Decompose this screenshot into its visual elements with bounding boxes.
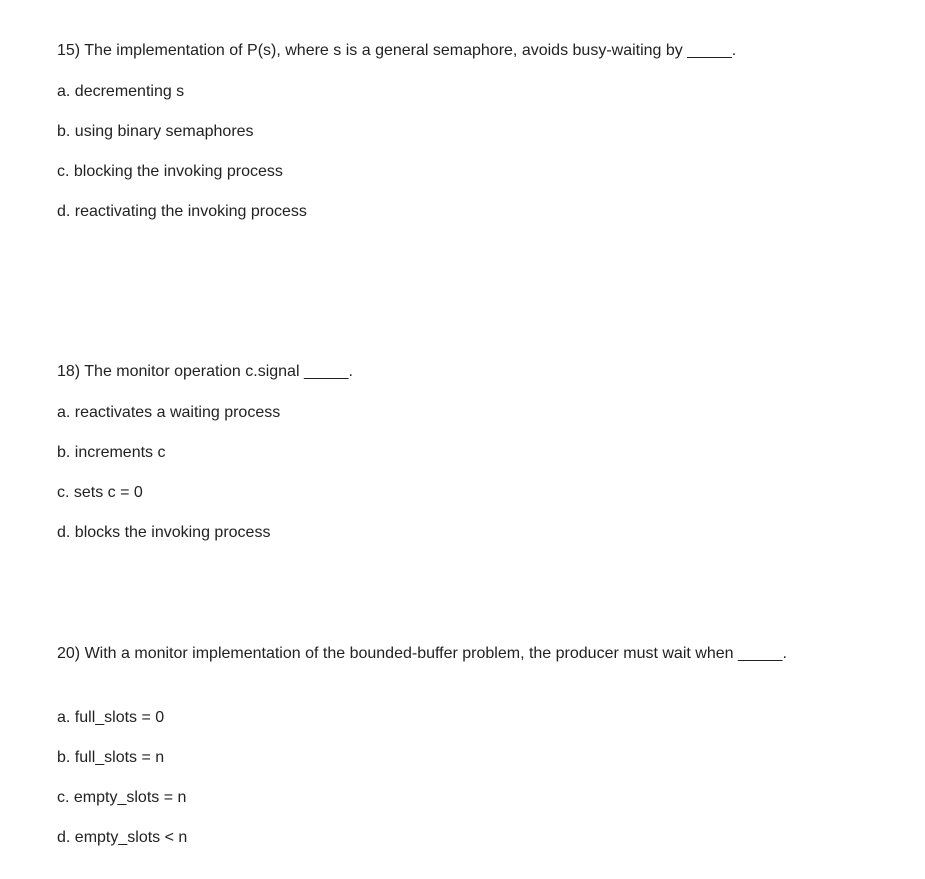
question-15-option-a: a. decrementing s — [57, 83, 185, 100]
question-18-prompt: 18) The monitor operation c.signal _____. — [57, 363, 353, 380]
question-18-option-c: c. sets c = 0 — [57, 484, 143, 501]
question-18-option-b: b. increments c — [57, 444, 166, 461]
question-15-option-d: d. reactivating the invoking process — [57, 203, 307, 220]
question-20-option-b: b. full_slots = n — [57, 749, 165, 766]
question-15-option-b: b. using binary semaphores — [57, 123, 254, 140]
question-18-option-d: d. blocks the invoking process — [57, 524, 271, 541]
question-20-prompt: 20) With a monitor implementation of the bounded-buffer problem, the producer must wait when _____. — [57, 645, 787, 662]
question-20-option-c: c. empty_slots = n — [57, 789, 187, 806]
question-20-option-d: d. empty_slots < n — [57, 829, 188, 846]
question-15-option-c: c. blocking the invoking process — [57, 163, 283, 180]
question-20-option-a: a. full_slots = 0 — [57, 709, 165, 726]
question-18-option-a: a. reactivates a waiting process — [57, 404, 281, 421]
question-15-prompt: 15) The implementation of P(s), where s is a general semaphore, avoids busy-waiting by _____. — [57, 42, 737, 59]
